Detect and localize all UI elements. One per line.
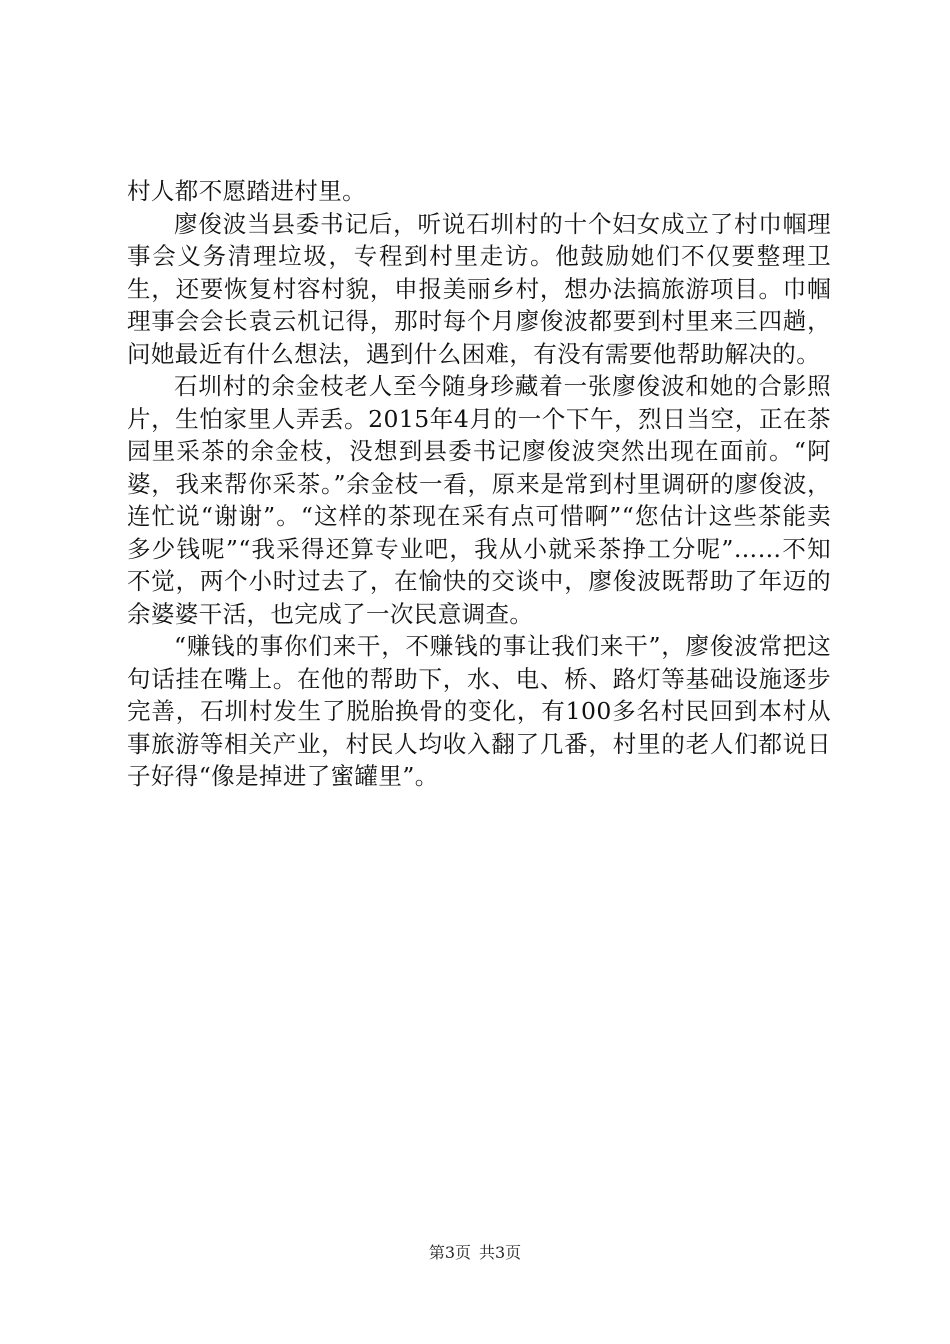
paragraph-county-secretary-visit: 廖俊波当县委书记后，听说石圳村的十个妇女成立了村巾帼理事会义务清理垃圾，专程到村里走访。他鼓励她们不仅要整理卫生，还要恢复村容村貌，申报美丽乡村，想办法搞旅游项目。巾帼理事会会长袁云机记得，那时每个月廖俊波都要到村里来三四趟，问她最近有什么想法，遇到什么困难，有没有需要他帮助解决的。 [127, 209, 831, 368]
document-body [127, 175, 831, 793]
page-number: 第3页 [428, 1243, 471, 1262]
paragraph-tea-picking: 石圳村的余金枝老人至今随身珍藏着一张廖俊波和她的合影照片，生怕家里人弄丢。2015年4月的一个下午，烈日当空，正在茶园里采茶的余金枝，没想到县委书记廖俊波突然出现在面前。“阿婆，我来帮你采茶。”余金枝一看，原来是常到村里调研的廖俊波，连忙说“谢谢”。“这样的茶现在采有点可惜啊”“您估计这些茶能卖多少钱呢”“我采得还算专业吧，我从小就采茶挣工分呢”……不知不觉，两个小时过去了，在愉快的交谈中，廖俊波既帮助了年迈的余婆婆干活，也完成了一次民意调查。 [127, 372, 831, 628]
paragraph-infrastructure: “赚钱的事你们来干，不赚钱的事让我们来干”，廖俊波常把这句话挂在嘴上。在他的帮助下，水、电、桥、路灯等基础设施逐步完善，石圳村发生了脱胎换骨的变化，有100多名村民回到本村从事旅游等相关产业，村民人均收入翻了几番，村里的老人们都说日子好得“像是掉进了蜜罐里”。 [127, 632, 831, 790]
page-total: 共3页 [479, 1243, 522, 1262]
paragraph-continuation: 村人都不愿踏进村里。 [127, 177, 366, 205]
page-footer [0, 1243, 950, 1263]
